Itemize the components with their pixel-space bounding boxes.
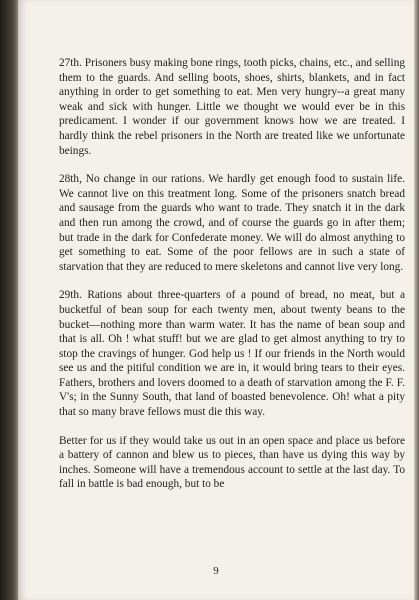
paragraph-29th: 29th. Rations about three-quarters of a pound of bread, no meat, but a bucketful of bean soup for each twenty men, about twenty beans to the bucket—nothing more than warm water. It has the name of bean soup and that is all. Oh ! what stuff! but we are glad to get almost anything to try to stop the cravings of hunger. God help us ! If our friends in the North would see us and the pitiful condition we are in, it would bring tears to their eyes. Fathers, brothers and lovers doomed to a death of starvation among the F. F. V's; in the Sunny South, that land of boasted benevolence. Oh! what a pity that so many brave fellows must die this way. [59,289,405,419]
page-edge [414,0,419,600]
paragraph-27th: 27th. Prisoners busy making bone rings, tooth picks, chains, etc., and selling them to the guards. And selling boots, shoes, shirts, blankets, and in fact anything in order to get something to eat. Men very hungry--a great many weak and sick with hunger. Little we thought we would ever be in this predicament. I wonder if our government knows how we are treated. I hardly think the rebel prisoners in the North are treated like we unfortunate beings. [59,57,405,157]
page-number: 9 [213,565,219,577]
page-body [59,56,405,492]
book-spine-shadow [0,0,18,600]
book-page [18,0,414,600]
paragraph-continuation: Better for us if they would take us out in an open space and place us before a battery of cannon and blew us to pieces, than have us dying this way by inches. Someone will have a tremendous account to settle at the last day. To fall in battle is bad enough, but to be [59,434,405,491]
paragraph-28th: 28th, No change in our rations. We hardly get enough food to sustain life. We cannot live on this treatment long. Some of the prisoners snatch bread and sausage from the guards who want to trade. They snatch it in the dark and then run among the crowd, and of course the guards go in after them; but trade in the dark for Confederate money. We will do almost anything to get something to eat. Some of the poor fellows are in such a state of starvation that they are reduced to mere skeletons and cannot live very long. [59,173,405,273]
